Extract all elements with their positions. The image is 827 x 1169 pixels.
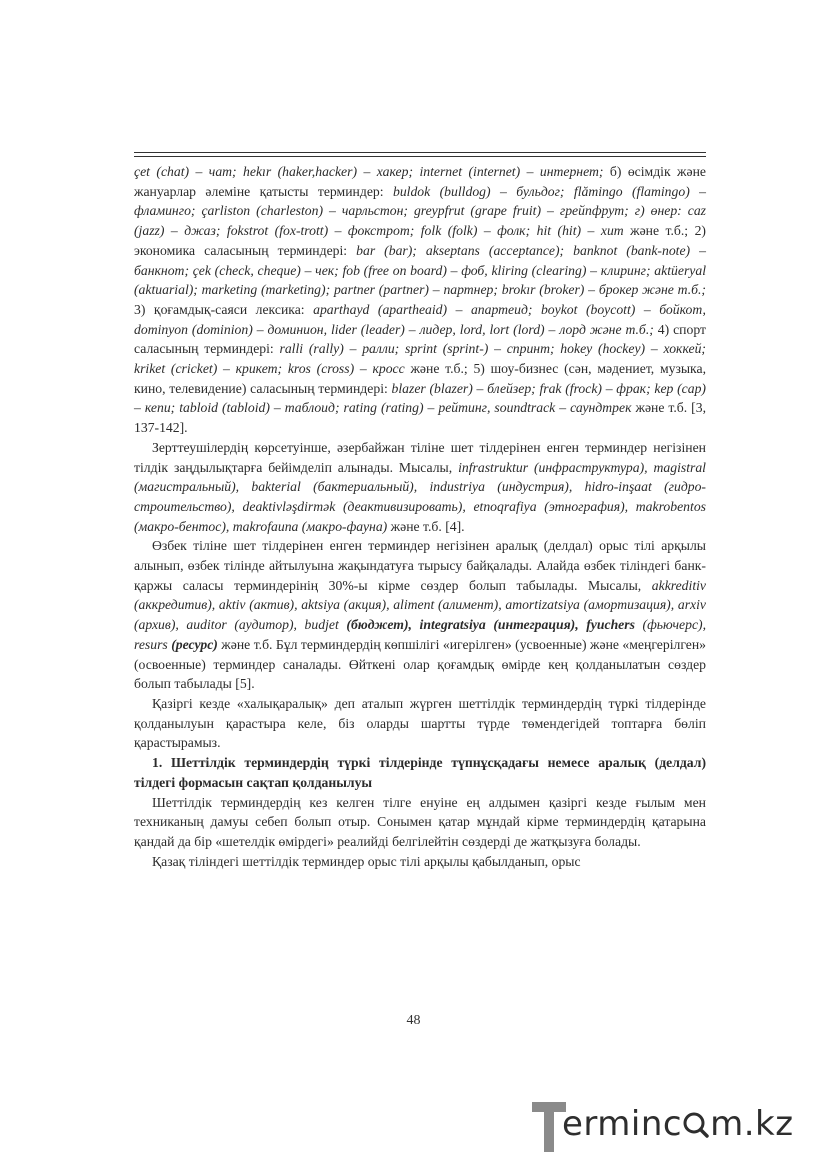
paragraph: Қазақ тіліндегі шеттілдік терминдер орыс тілі арқылы қабылданып, орыс <box>152 853 581 869</box>
paragraph: Шеттілдік терминдердің кез келген тілге енуіне ең алдымен қазіргі кезде ғылым мен техниканың дамуы себеп болып отыр. Сонымен қатар мұндай кірме терминдердің қатарына қандай да бір «шетелдік өмірдегі» реалийді белгілейтін сөздерді де жатқызуға болады. <box>134 794 706 849</box>
paragraph: Зерттеушілердің көрсетуінше, әзербайжан тіліне шет тілдерінен енген терминдер негізінен тілдік заңдылықтарға бейімделіп алынады. Мысалы, infrastruktur (инфраструктура), magistral (магистральный), bakterial (бактериальный), industriya (индустрия), hidro-inşaat (гидро-строительство), deaktivləşdirmək (деактивизировать), etnoqrafiya (этнография), makrobentos (макро-бентос), makrofauna (макро-фауна) және т.б. [4]. <box>134 439 706 534</box>
header-rule-bottom <box>134 156 706 157</box>
paragraph: Өзбек тіліне шет тілдерінен енген терминдер негізінен аралық (делдал) орыс тілі арқылы алынып, өзбек тілінде айтылуына жақындатуға тырысу байқалады. Алайда өзбек тіліндегі банк-қаржы саласы терминдерінің 30%-ы кірме сөздер болып табылады. Мысалы, akkreditiv (аккредитив), aktiv (актив), aktsiya (акция), aliment (алимент), amortizatsiya (амортизация), arxiv (архив), auditor (аудитор), budjet (бюджет), integratsiya (интеграция), fyuchers (фьючерс), resurs (ресурс) және т.б. Бұл терминдердің көпшілігі «игерілген» (усвоенные) және «меңгерілген» (освоенные) терминдер саналады. Өйткені олар қоғамдық өмірде кең қолданылатын сөздер болып табылады [5]. <box>134 538 707 692</box>
magnifier-icon <box>682 1107 710 1135</box>
logo-text-suffix: m.kz <box>710 1104 794 1144</box>
section-heading: 1. Шеттілдік терминдердің түркі тілдерінде түпнұсқадағы немесе аралық (делдал) тілдегі формасын сақтап қолданылуы <box>134 755 706 790</box>
logo-t-mark <box>532 1102 566 1152</box>
logo-text-prefix: erminc <box>562 1104 683 1144</box>
logo-text <box>562 1104 794 1144</box>
paragraph: çet (chat) – чат; hekır (haker,hacker) – хакер; internet (internet) – интернет; б) өсімдік және жануарлар әлеміне қатысты терминдер: buldok (bulldog) – бульдог; flămingo (flamingo) – фламинго; çarliston (charleston) – чарльстон; greypfrut (grape fruit) – грейпфрут; г) өнер: caz (jazz) – джаз; fokstrot (fox-trott) – фокстрот; folk (folk) – фолк; hit (hit) – хит және т.б.; 2) экономика саласының терминдері: bar (bar); akseptans (acceptance); banknot (bank-note) – банкнот; çek (check, cheque) – чек; fob (free on board) – фоб, kliring (clearing) – клиринг; aktüeryal (aktuarial); marketing (marketing); partner (partner) – партнер; brokır (broker) – брокер және т.б.; 3) қоғамдық-саяси лексика: aparthayd (apartheaid) – апартеид; boykot (boycott) – бойкот, dominyon (dominion) – доминион, lider (leader) – лидер, lord, lort (lord) – лорд және т.б.; 4) спорт саласының терминдері: ralli (rally) – ралли; sprint (sprint-) – спринт; hokey (hockey) – хоккей; kriket (cricket) – крикет; kros (cross) – кросс және т.б.; 5) шоу-бизнес (сән, мәдениет, музыка, кино, телевидение) саласының терминдері: blazer (blazer) – блейзер; frak (frock) – фрак; kep (cap) – кепи; tabloid (tabloid) – таблоид; rating (rating) – рейтинг, soundtrack – саундтрек және т.б. [3, 137-142]. <box>134 164 706 436</box>
page-number: 48 <box>406 1013 421 1028</box>
page-body-text <box>134 162 706 871</box>
termincom-logo[interactable] <box>532 1102 812 1152</box>
header-rule-top <box>134 152 706 153</box>
paragraph: Қазіргі кезде «халықаралық» деп аталып жүрген шеттілдік терминдердің түркі тілдерінде қолданылуын қарастыра келе, біз оларды шартты түрде төмендегідей топтарға бөліп қарастырамыз. <box>134 695 706 751</box>
